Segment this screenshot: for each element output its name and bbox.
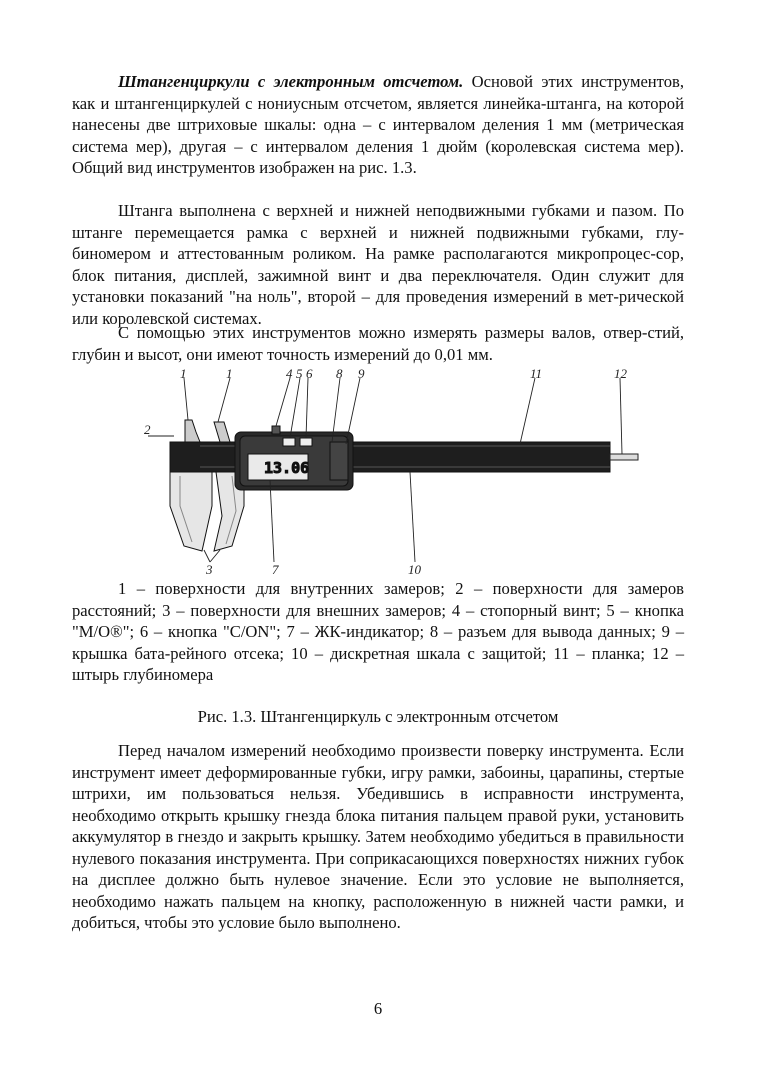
fig-label-5: 5: [296, 366, 303, 381]
body-paragraph-2: Штанга выполнена с верхней и нижней неподвижными губками и пазом. По штанге перемещается рамка с верхней и нижней подвижными губками, глу-биномером и аттестованным роликом. На рамке располагаются микропроцес-сор, блок питания, дисплей, зажимной винт и два переключателя. Один служит для установки показаний "на ноль", второй – для проведения измерений в мет-рической или королевской системах.: [72, 201, 684, 328]
body-paragraph-3: С помощью этих инструментов можно измерять размеры валов, отвер-стий, глубин и высот, они имеют точность измерений до 0,01 мм.: [72, 323, 684, 364]
fig-label-9: 9: [358, 366, 365, 381]
fig-label-1a: 1: [180, 366, 187, 381]
upper-fixed-jaw: [185, 420, 200, 442]
caliper-figure: [140, 366, 685, 581]
body-paragraph-4: Перед началом измерений необходимо произвести поверку инструмента. Если инструмент имеет деформированные губки, игру рамки, забоины, царапины, стертые штрихи, им пользоваться нельзя. Убедившись в исправности инструмента, необходимо открыть крышку гнезда блока питания пальцем правой руки, установить аккумулятор в гнездо и закрыть крышку. Затем необходимо убедиться в правильности нулевого показания инструмента. При соприкасающихся поверхностях нижних губок на дисплее должно быть нулевое значение. Если это условие не выполняется, необходимо нажать пальцем на кнопку, расположенную в нижней части рамки, и добиться, чтобы это условие было выполнено.: [72, 741, 684, 932]
fig-label-7: 7: [272, 562, 279, 577]
fig-label-3: 3: [206, 562, 213, 577]
figure-caption: Рис. 1.3. Штангенциркуль с электронным отсчетом: [197, 707, 559, 726]
page-number: 6: [373, 999, 383, 1018]
intro-paragraph: [72, 71, 684, 179]
figure-legend: 1 – поверхности для внутренних замеров; 2 – поверхности для замеров расстояний; 3 – поверхности для внешних замеров; 4 – стопорный винт; 5 – кнопка "M/O®"; 6 – кнопка "C/ON"; 7 – ЖК-индикатор; 8 – разъем для вывода данных; 9 – крышка бата-рейного отсека; 10 – дискретная шкала с защитой; 11 – планка; 12 – штырь глубиномера: [72, 579, 684, 684]
fig-label-8: 8: [336, 366, 343, 381]
section-heading: Штангенциркули с электронным отсчетом.: [118, 72, 464, 91]
upper-movable-jaw: [214, 422, 230, 442]
fig-label-6: 6: [306, 366, 313, 381]
battery-cover: [330, 442, 348, 480]
button-mo: [283, 438, 295, 446]
lock-screw: [272, 426, 280, 434]
fig-label-11: 11: [530, 366, 543, 381]
fig-label-12: 12: [614, 366, 627, 381]
fig-label-2: 2: [144, 422, 151, 437]
fig-label-4: 4: [286, 366, 293, 381]
button-con: [300, 438, 312, 446]
lcd-value: 13.06: [264, 459, 310, 477]
fig-label-1b: 1: [226, 366, 233, 381]
fig-label-10: 10: [408, 562, 421, 577]
depth-rod: [610, 454, 638, 460]
intro-text: Основой этих инструментов, как и штангенциркулей с нониусным отсчетом, является линейка-штанга, на которой нанесены две штриховые шкалы: одна – с интервалом деления 1 мм (метрическая система мер), другая – с интервалом деления 1 дюйм (королевская система мер). Общий вид инструментов изображен на рис. 1.3.: [72, 72, 684, 177]
